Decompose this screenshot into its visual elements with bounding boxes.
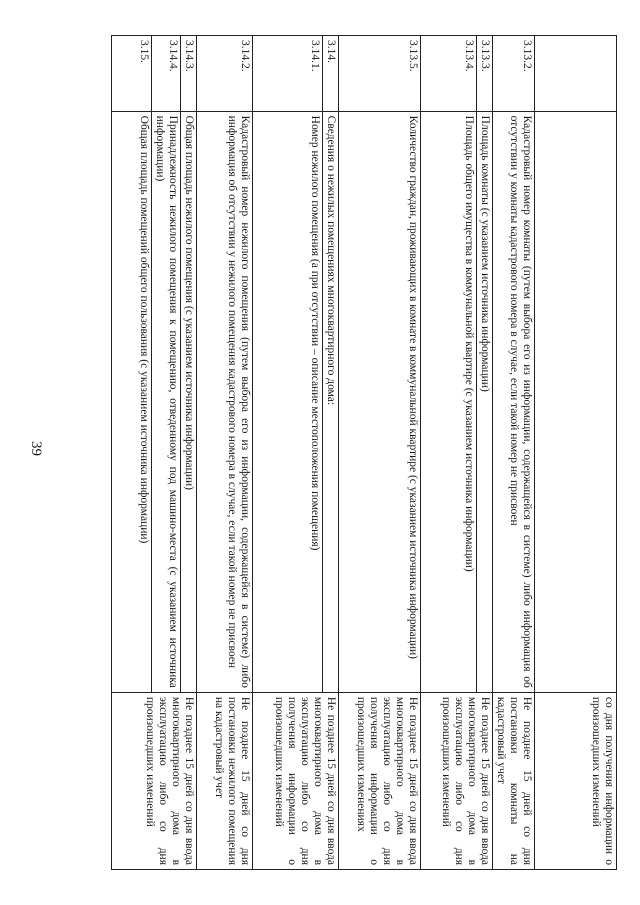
row-deadline: Не позднее 15 дней со дня ввода многоквартирного дома в эксплуатацию либо со дня произошедших изменений	[421, 692, 493, 869]
row-number: 3.14.4.	[152, 36, 181, 112]
row-description: Сведения о нежилых помещениях многоквартирного дома:	[323, 111, 339, 692]
row-number: 3.13.5.	[339, 36, 421, 112]
row-number: 3.14.1.	[253, 36, 323, 112]
rotated-page-content	[60, 35, 617, 870]
table-row	[181, 36, 197, 870]
row-description: Принадлежность нежилого помещения к помещению, отведенному под машино-места (с указанием источника информации)	[152, 111, 181, 692]
table-row	[535, 36, 617, 870]
row-number: 3.14.3.	[181, 36, 197, 112]
row-description: Кадастровый номер нежилого помещения (путем выбора его из информации, содержащейся в системе) либо информация об отсутствии у нежилого помещения кадастрового номера в случае, если такой номер не присвоен	[197, 111, 253, 692]
row-description: Номер нежилого помещения (а при отсутствии – описание местоположения помещения)	[253, 111, 323, 692]
row-description: Количество граждан, проживающих в комнате в коммунальной квартире (с указанием источника информации)	[339, 111, 421, 692]
row-deadline: Не позднее 15 дней со дня постановки комнаты на кадастровый учет	[493, 692, 535, 869]
row-number: 3.13.2.	[493, 36, 535, 112]
row-deadline: Не позднее 15 дней со дня постановки нежилого помещения на кадастровый учет	[197, 692, 253, 869]
row-deadline: Не позднее 15 дней со дня ввода многоквартирного дома в эксплуатацию либо со дня получения информации о произошедших изменений	[253, 692, 339, 869]
row-description: Кадастровый номер комнаты (путем выбора его из информации, содержащейся в системе) либо информация об отсутствии у комнаты кадастрового номера в случае, если такой номер не присвоен	[493, 111, 535, 692]
table-row	[339, 36, 421, 870]
table-row	[323, 36, 339, 870]
row-deadline: со дня получения информации о произошедших изменений	[535, 692, 617, 869]
row-number: 3.14.2.	[197, 36, 253, 112]
table-row	[493, 36, 535, 870]
requirements-table	[111, 35, 617, 870]
row-deadline: Не позднее 15 дней со дня ввода многоквартирного дома в эксплуатацию либо со дня произошедших изменений	[112, 692, 197, 869]
table-row	[477, 36, 493, 870]
row-description: Общая площадь помещений общего пользования (с указанием источника информации)	[112, 111, 152, 692]
row-description: Площадь общего имущества в коммунальной квартире (с указанием источника информации)	[421, 111, 477, 692]
row-description	[535, 111, 617, 692]
row-number: 3.13.3.	[477, 36, 493, 112]
row-number: 3.14.	[323, 36, 339, 112]
row-number: 3.13.4.	[421, 36, 477, 112]
table-row	[197, 36, 253, 870]
row-description: Общая площадь нежилого помещения (с указанием источника информации)	[181, 111, 197, 692]
row-description: Площадь комнаты (с указанием источника информации)	[477, 111, 493, 692]
row-deadline: Не позднее 15 дней со дня ввода многоквартирного дома в эксплуатацию либо со дня получения информации о произошедших изменениях	[339, 692, 421, 869]
page-number: 39	[28, 441, 44, 456]
row-number	[535, 36, 617, 112]
row-number: 3.15.	[112, 36, 152, 112]
